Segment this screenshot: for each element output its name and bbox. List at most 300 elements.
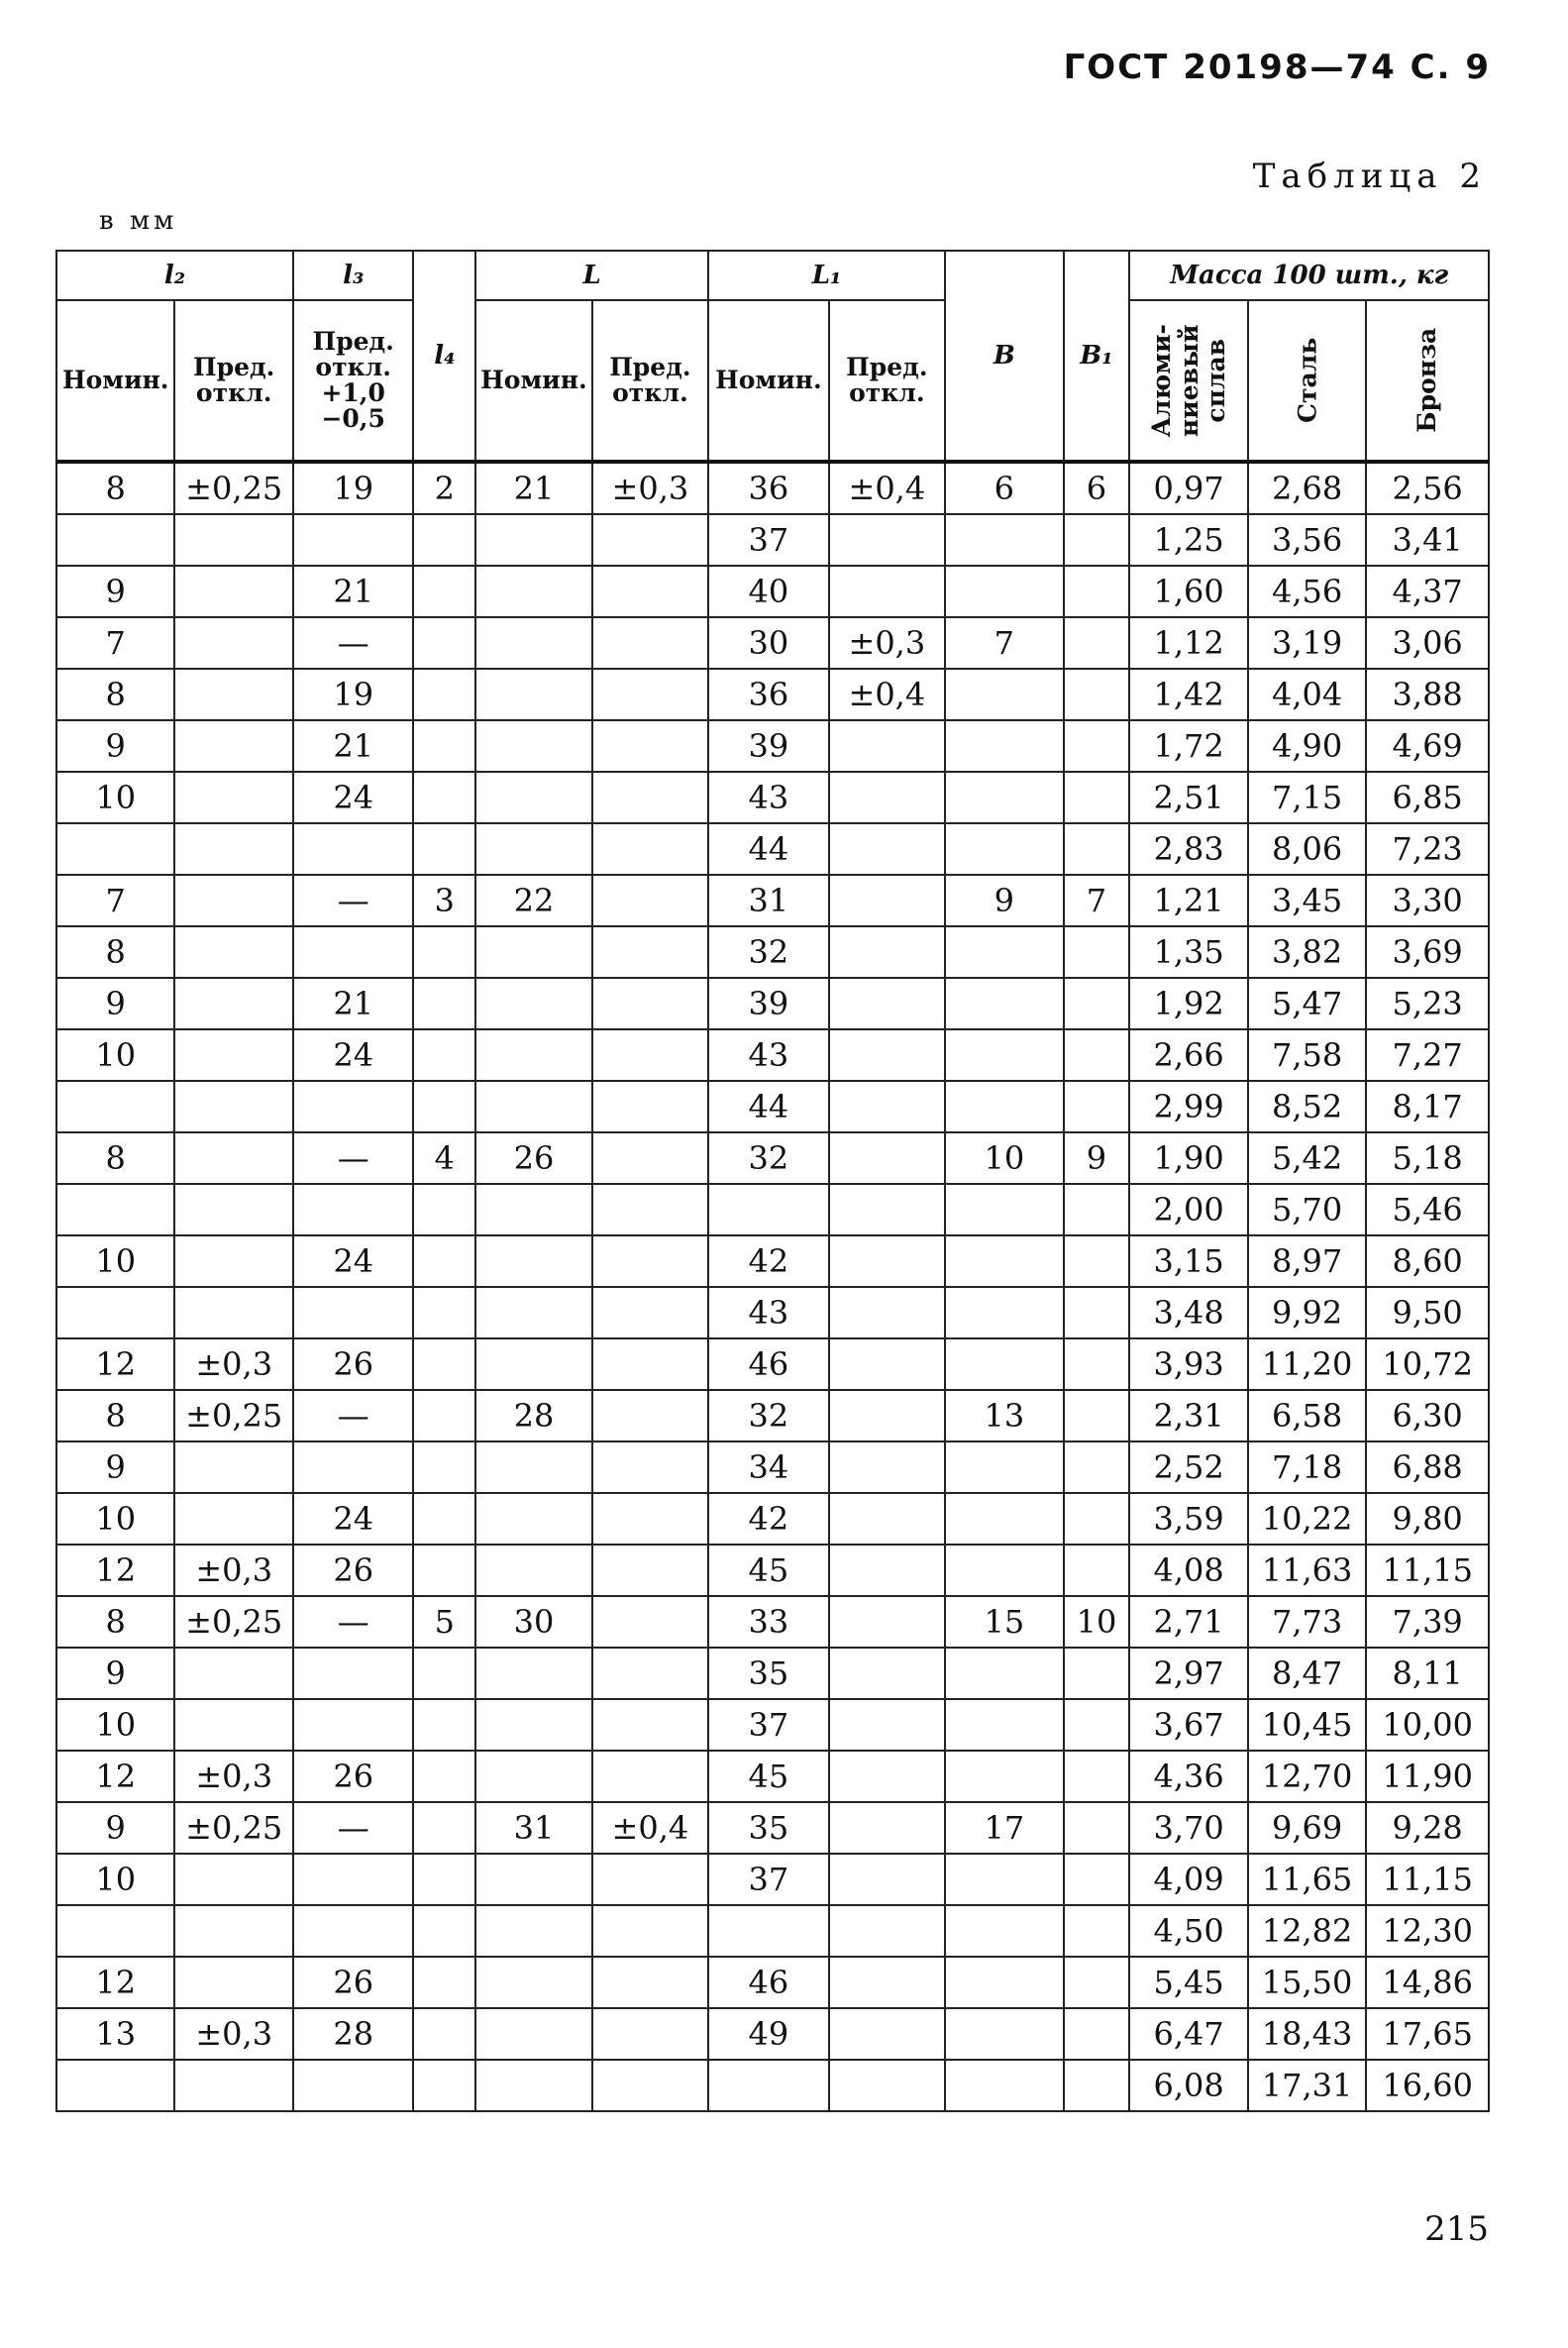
cell-alum: 2,83 (1129, 823, 1247, 875)
cell-L1-nom: 36 (708, 462, 829, 514)
col-l2-dev: Пред. откл. (174, 300, 292, 462)
cell-B1 (1064, 1751, 1130, 1802)
cell-l2-dev (174, 1287, 292, 1338)
cell-L1-dev (829, 772, 945, 823)
cell-L1-nom: 46 (708, 1338, 829, 1390)
cell-l3: 21 (293, 566, 414, 617)
cell-L-dev (592, 720, 708, 772)
cell-L1-dev (829, 1699, 945, 1751)
cell-L1-nom: 32 (708, 926, 829, 978)
table-row (56, 772, 1489, 823)
cell-l2-dev (174, 617, 292, 669)
table-row (56, 823, 1489, 875)
cell-alum: 2,71 (1129, 1596, 1247, 1648)
cell-steel: 9,92 (1248, 1287, 1366, 1338)
cell-L1-dev (829, 1287, 945, 1338)
cell-B1 (1064, 669, 1130, 720)
cell-alum: 2,97 (1129, 1648, 1247, 1699)
cell-l2-nom: 8 (56, 1132, 174, 1184)
cell-l2-dev: ±0,3 (174, 2008, 292, 2060)
cell-bronze: 5,18 (1366, 1132, 1489, 1184)
cell-B1 (1064, 1441, 1130, 1493)
cell-L-dev (592, 617, 708, 669)
cell-l2-nom: 12 (56, 1957, 174, 2008)
cell-l4 (413, 669, 475, 720)
cell-B: 17 (945, 1802, 1063, 1854)
cell-l4 (413, 926, 475, 978)
cell-l2-nom (56, 823, 174, 875)
cell-L-dev (592, 1235, 708, 1287)
cell-l2-nom: 12 (56, 1545, 174, 1596)
cell-B (945, 1957, 1063, 2008)
cell-l4: 4 (413, 1132, 475, 1184)
table-row (56, 978, 1489, 1029)
cell-alum: 5,45 (1129, 1957, 1247, 2008)
cell-l2-nom: 10 (56, 1699, 174, 1751)
cell-l2-nom: 10 (56, 1235, 174, 1287)
cell-L1-nom: 45 (708, 1545, 829, 1596)
cell-l4 (413, 1338, 475, 1390)
cell-alum: 4,09 (1129, 1854, 1247, 1905)
cell-L-nom (475, 720, 591, 772)
cell-L-dev (592, 1441, 708, 1493)
cell-steel: 5,42 (1248, 1132, 1366, 1184)
cell-alum: 1,21 (1129, 875, 1247, 926)
cell-alum: 3,59 (1129, 1493, 1247, 1545)
table-row (56, 1081, 1489, 1132)
cell-l2-dev (174, 1648, 292, 1699)
cell-L-nom (475, 2060, 591, 2111)
cell-alum: 1,25 (1129, 514, 1247, 566)
cell-L-nom (475, 1493, 591, 1545)
cell-L-nom (475, 1905, 591, 1957)
cell-l3: 26 (293, 1957, 414, 2008)
cell-B (945, 669, 1063, 720)
cell-l2-dev (174, 978, 292, 1029)
cell-L-dev (592, 1751, 708, 1802)
cell-L-nom (475, 617, 591, 669)
cell-B1 (1064, 1957, 1130, 2008)
cell-L1-nom: 37 (708, 514, 829, 566)
cell-L-nom: 26 (475, 1132, 591, 1184)
cell-B1: 9 (1064, 1132, 1130, 1184)
cell-L-nom (475, 566, 591, 617)
cell-B1 (1064, 1287, 1130, 1338)
cell-l3: 19 (293, 462, 414, 514)
cell-l3: 24 (293, 1493, 414, 1545)
col-l4: l₄ (413, 251, 475, 462)
cell-bronze: 7,23 (1366, 823, 1489, 875)
cell-L1-dev (829, 1390, 945, 1441)
cell-B1 (1064, 514, 1130, 566)
cell-steel: 4,90 (1248, 720, 1366, 772)
cell-l3 (293, 1287, 414, 1338)
cell-B (945, 1441, 1063, 1493)
cell-bronze: 11,90 (1366, 1751, 1489, 1802)
cell-L-nom (475, 669, 591, 720)
table-row (56, 1596, 1489, 1648)
cell-l2-dev (174, 772, 292, 823)
cell-l2-dev (174, 1081, 292, 1132)
cell-L1-nom: 43 (708, 1287, 829, 1338)
cell-L-dev (592, 1287, 708, 1338)
cell-B (945, 1029, 1063, 1081)
cell-l4: 3 (413, 875, 475, 926)
cell-bronze: 11,15 (1366, 1854, 1489, 1905)
cell-l3: 21 (293, 978, 414, 1029)
cell-l4 (413, 1751, 475, 1802)
table-label: Таблица 2 (1252, 157, 1487, 196)
cell-L1-nom: 30 (708, 617, 829, 669)
cell-L-dev (592, 926, 708, 978)
cell-B (945, 772, 1063, 823)
table-row (56, 1699, 1489, 1751)
cell-bronze: 3,69 (1366, 926, 1489, 978)
cell-B1: 10 (1064, 1596, 1130, 1648)
cell-l2-nom: 10 (56, 1029, 174, 1081)
cell-B1 (1064, 1545, 1130, 1596)
cell-B1 (1064, 1905, 1130, 1957)
cell-B1 (1064, 1029, 1130, 1081)
cell-B1 (1064, 1699, 1130, 1751)
cell-steel: 6,58 (1248, 1390, 1366, 1441)
table-row (56, 617, 1489, 669)
cell-l2-dev (174, 1029, 292, 1081)
cell-l4 (413, 1287, 475, 1338)
table-row (56, 875, 1489, 926)
cell-B (945, 514, 1063, 566)
cell-l4 (413, 1545, 475, 1596)
cell-B1 (1064, 720, 1130, 772)
table-row (56, 1802, 1489, 1854)
cell-L1-dev (829, 1648, 945, 1699)
cell-L1-nom: 44 (708, 823, 829, 875)
cell-L1-dev (829, 978, 945, 1029)
cell-L-nom: 31 (475, 1802, 591, 1854)
cell-B (945, 1081, 1063, 1132)
cell-bronze: 14,86 (1366, 1957, 1489, 2008)
cell-L-nom (475, 926, 591, 978)
cell-bronze: 9,80 (1366, 1493, 1489, 1545)
cell-l2-nom: 9 (56, 720, 174, 772)
cell-L1-nom: 37 (708, 1854, 829, 1905)
cell-l2-dev (174, 566, 292, 617)
cell-L1-nom: 32 (708, 1132, 829, 1184)
cell-l2-dev (174, 514, 292, 566)
cell-B (945, 978, 1063, 1029)
col-l3-dev: Пред. откл. +1,0 −0,5 (293, 300, 414, 462)
cell-l2-dev: ±0,3 (174, 1751, 292, 1802)
cell-L-nom (475, 1751, 591, 1802)
cell-alum: 2,00 (1129, 1184, 1247, 1235)
cell-L1-nom: 43 (708, 1029, 829, 1081)
cell-alum: 1,90 (1129, 1132, 1247, 1184)
cell-alum: 1,35 (1129, 926, 1247, 978)
col-bronze: Бронза (1366, 300, 1489, 462)
cell-steel: 11,20 (1248, 1338, 1366, 1390)
table-row (56, 1854, 1489, 1905)
cell-L1-dev (829, 566, 945, 617)
cell-l3 (293, 2060, 414, 2111)
table-row (56, 1184, 1489, 1235)
cell-bronze: 6,85 (1366, 772, 1489, 823)
cell-L-nom (475, 1854, 591, 1905)
cell-L-dev (592, 1905, 708, 1957)
cell-alum: 3,48 (1129, 1287, 1247, 1338)
cell-L-dev (592, 514, 708, 566)
cell-L-dev (592, 669, 708, 720)
table-row (56, 566, 1489, 617)
cell-L-nom: 28 (475, 1390, 591, 1441)
cell-l4 (413, 1905, 475, 1957)
cell-bronze: 3,41 (1366, 514, 1489, 566)
cell-L-nom (475, 1235, 591, 1287)
cell-l3: 24 (293, 1235, 414, 1287)
table-row (56, 720, 1489, 772)
cell-L1-dev (829, 1235, 945, 1287)
cell-l2-nom (56, 514, 174, 566)
cell-l2-nom (56, 2060, 174, 2111)
cell-bronze: 16,60 (1366, 2060, 1489, 2111)
cell-L1-dev (829, 1751, 945, 1802)
table-row (56, 1648, 1489, 1699)
cell-alum: 4,50 (1129, 1905, 1247, 1957)
cell-B1 (1064, 1184, 1130, 1235)
cell-bronze: 10,72 (1366, 1338, 1489, 1390)
cell-l4: 2 (413, 462, 475, 514)
cell-steel: 11,65 (1248, 1854, 1366, 1905)
cell-l2-dev (174, 823, 292, 875)
cell-L1-nom: 34 (708, 1441, 829, 1493)
cell-B (945, 720, 1063, 772)
cell-steel: 3,56 (1248, 514, 1366, 566)
cell-l4 (413, 566, 475, 617)
cell-L1-nom: 43 (708, 772, 829, 823)
cell-L-nom (475, 1287, 591, 1338)
cell-alum: 2,99 (1129, 1081, 1247, 1132)
cell-L-dev (592, 875, 708, 926)
cell-L-nom (475, 1545, 591, 1596)
table-row (56, 1751, 1489, 1802)
cell-L1-dev (829, 875, 945, 926)
cell-l3: 26 (293, 1338, 414, 1390)
cell-L1-nom (708, 1905, 829, 1957)
cell-L-dev (592, 566, 708, 617)
cell-alum: 3,70 (1129, 1802, 1247, 1854)
cell-bronze: 11,15 (1366, 1545, 1489, 1596)
cell-B1 (1064, 566, 1130, 617)
cell-l2-dev (174, 1184, 292, 1235)
cell-bronze: 5,23 (1366, 978, 1489, 1029)
cell-l3 (293, 1854, 414, 1905)
cell-L-dev (592, 1957, 708, 2008)
cell-L-nom (475, 978, 591, 1029)
cell-steel: 8,47 (1248, 1648, 1366, 1699)
table-row (56, 514, 1489, 566)
cell-l2-dev (174, 720, 292, 772)
cell-bronze: 8,60 (1366, 1235, 1489, 1287)
cell-L1-dev (829, 823, 945, 875)
cell-B1 (1064, 1235, 1130, 1287)
cell-bronze: 17,65 (1366, 2008, 1489, 2060)
cell-L-nom (475, 1184, 591, 1235)
cell-L-dev (592, 772, 708, 823)
cell-B1 (1064, 1648, 1130, 1699)
cell-l2-nom: 10 (56, 772, 174, 823)
cell-l2-dev (174, 2060, 292, 2111)
cell-l4 (413, 1029, 475, 1081)
cell-alum: 1,92 (1129, 978, 1247, 1029)
cell-l3: 26 (293, 1751, 414, 1802)
cell-L1-dev (829, 1854, 945, 1905)
cell-bronze: 7,27 (1366, 1029, 1489, 1081)
cell-l2-nom: 9 (56, 1441, 174, 1493)
cell-L-dev (592, 823, 708, 875)
cell-steel: 8,52 (1248, 1081, 1366, 1132)
cell-steel: 3,19 (1248, 617, 1366, 669)
cell-steel: 7,15 (1248, 772, 1366, 823)
cell-l3 (293, 1905, 414, 1957)
cell-B1 (1064, 617, 1130, 669)
cell-steel: 10,22 (1248, 1493, 1366, 1545)
cell-l4 (413, 1648, 475, 1699)
cell-B: 13 (945, 1390, 1063, 1441)
cell-L1-dev (829, 1957, 945, 2008)
cell-B (945, 1235, 1063, 1287)
cell-B (945, 1545, 1063, 1596)
cell-l2-dev (174, 875, 292, 926)
cell-alum: 6,47 (1129, 2008, 1247, 2060)
cell-B1: 7 (1064, 875, 1130, 926)
col-B: B (945, 251, 1063, 462)
cell-L-dev: ±0,3 (592, 462, 708, 514)
cell-bronze: 3,88 (1366, 669, 1489, 720)
cell-l3: — (293, 1596, 414, 1648)
cell-l2-dev (174, 926, 292, 978)
cell-l2-dev (174, 669, 292, 720)
cell-steel: 8,06 (1248, 823, 1366, 875)
cell-B1 (1064, 1802, 1130, 1854)
table-row (56, 1493, 1489, 1545)
dimensions-table (55, 250, 1490, 2112)
units-label: в мм (99, 206, 178, 236)
cell-L1-dev (829, 1132, 945, 1184)
cell-l3 (293, 926, 414, 978)
cell-l3: 24 (293, 1029, 414, 1081)
cell-B (945, 566, 1063, 617)
cell-L-dev (592, 1596, 708, 1648)
cell-bronze: 6,30 (1366, 1390, 1489, 1441)
cell-l2-nom: 12 (56, 1338, 174, 1390)
cell-B (945, 1751, 1063, 1802)
cell-L1-nom: 45 (708, 1751, 829, 1802)
cell-steel: 10,45 (1248, 1699, 1366, 1751)
cell-bronze: 3,06 (1366, 617, 1489, 669)
cell-l2-dev: ±0,3 (174, 1338, 292, 1390)
cell-L-dev (592, 1390, 708, 1441)
cell-steel: 7,73 (1248, 1596, 1366, 1648)
cell-L1-nom: 44 (708, 1081, 829, 1132)
cell-l3: 21 (293, 720, 414, 772)
cell-alum: 2,66 (1129, 1029, 1247, 1081)
cell-l4 (413, 1493, 475, 1545)
cell-bronze: 7,39 (1366, 1596, 1489, 1648)
cell-l3 (293, 1648, 414, 1699)
cell-B (945, 926, 1063, 978)
cell-L1-dev (829, 1802, 945, 1854)
cell-steel: 4,04 (1248, 669, 1366, 720)
cell-L-dev (592, 1545, 708, 1596)
cell-L1-dev (829, 1545, 945, 1596)
table-row (56, 2008, 1489, 2060)
cell-alum: 1,60 (1129, 566, 1247, 617)
cell-L1-dev (829, 1081, 945, 1132)
cell-l4 (413, 978, 475, 1029)
cell-l2-dev (174, 1699, 292, 1751)
cell-l4: 5 (413, 1596, 475, 1648)
cell-l3: — (293, 1390, 414, 1441)
cell-l4 (413, 1957, 475, 2008)
cell-steel: 9,69 (1248, 1802, 1366, 1854)
col-alum: Алюми- ниевый сплав (1129, 300, 1247, 462)
cell-L-nom (475, 772, 591, 823)
col-L: L (475, 251, 708, 300)
cell-L1-nom: 37 (708, 1699, 829, 1751)
cell-l2-nom (56, 1081, 174, 1132)
page-number: 215 (1424, 2209, 1489, 2249)
cell-bronze: 9,28 (1366, 1802, 1489, 1854)
cell-l2-nom: 13 (56, 2008, 174, 2060)
cell-l4 (413, 617, 475, 669)
cell-l3 (293, 514, 414, 566)
cell-l4 (413, 1235, 475, 1287)
col-l3: l₃ (293, 251, 414, 300)
cell-l2-nom: 9 (56, 566, 174, 617)
cell-l2-nom: 9 (56, 978, 174, 1029)
cell-B1 (1064, 978, 1130, 1029)
cell-l2-nom: 12 (56, 1751, 174, 1802)
cell-L1-dev (829, 926, 945, 978)
cell-L-nom: 21 (475, 462, 591, 514)
table-row (56, 1235, 1489, 1287)
cell-bronze: 6,88 (1366, 1441, 1489, 1493)
cell-steel: 5,70 (1248, 1184, 1366, 1235)
cell-B1 (1064, 2060, 1130, 2111)
cell-L-nom (475, 1699, 591, 1751)
cell-L-nom (475, 1648, 591, 1699)
cell-l2-dev: ±0,25 (174, 462, 292, 514)
cell-L1-nom: 33 (708, 1596, 829, 1648)
table-row (56, 2060, 1489, 2111)
col-l2: l₂ (56, 251, 293, 300)
cell-L-dev (592, 1132, 708, 1184)
cell-l2-dev (174, 1957, 292, 2008)
cell-L-dev (592, 1081, 708, 1132)
table-row (56, 462, 1489, 514)
cell-bronze: 8,17 (1366, 1081, 1489, 1132)
cell-L1-dev (829, 1905, 945, 1957)
cell-L-nom (475, 1081, 591, 1132)
cell-L1-nom: 49 (708, 2008, 829, 2060)
cell-l4 (413, 1699, 475, 1751)
cell-L1-nom: 42 (708, 1493, 829, 1545)
cell-B: 6 (945, 462, 1063, 514)
cell-l3: — (293, 875, 414, 926)
cell-l4 (413, 514, 475, 566)
cell-B1 (1064, 823, 1130, 875)
col-L1: L₁ (708, 251, 945, 300)
cell-L1-nom (708, 1184, 829, 1235)
